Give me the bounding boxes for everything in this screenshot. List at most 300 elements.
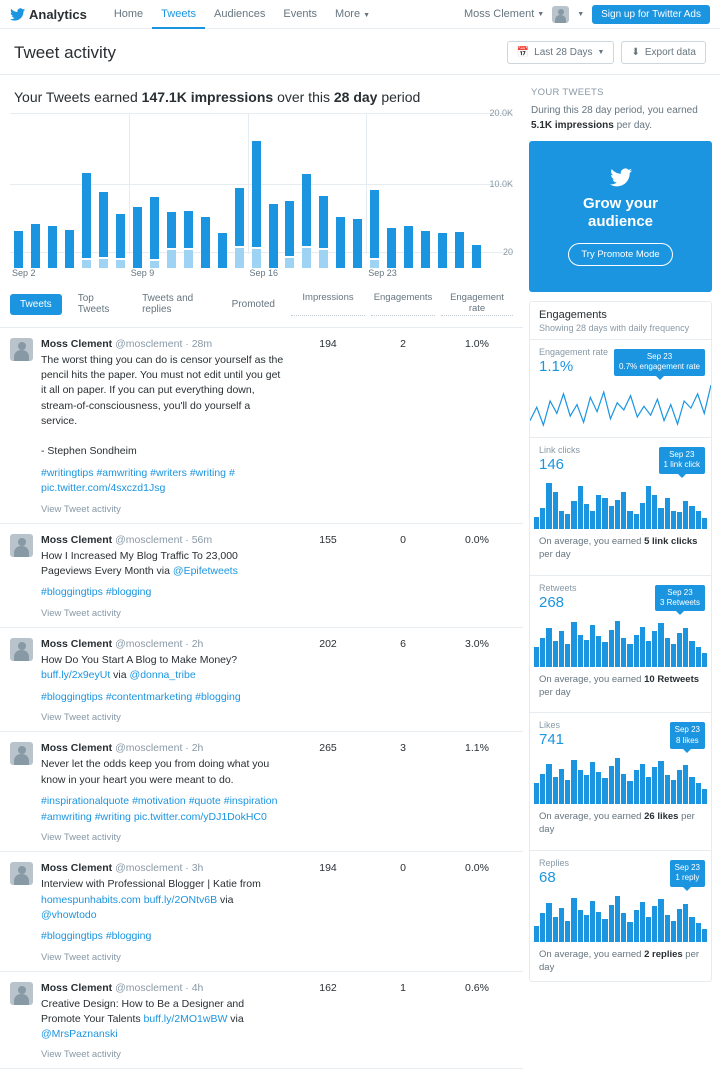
- tweet-row[interactable]: [0, 524, 523, 628]
- metric-footer-value: 2 replies: [644, 948, 683, 960]
- tweet-row[interactable]: [0, 328, 523, 524]
- tweet-metrics: [291, 742, 513, 843]
- sparkline-bar: [702, 929, 707, 942]
- try-promote-mode-button[interactable]: Try Promote Mode: [568, 243, 672, 266]
- chart-bar-organic: [133, 207, 142, 268]
- sparkline-bar: [652, 495, 657, 529]
- metrics-column-headers: [291, 292, 513, 316]
- chart-bar-group[interactable]: [434, 113, 451, 268]
- sparkline-bar: [571, 501, 576, 529]
- sparkline-bar: [627, 781, 632, 804]
- tweet-row[interactable]: [0, 732, 523, 852]
- brand-label: Analytics: [29, 6, 87, 22]
- account-menu[interactable]: [464, 8, 544, 20]
- chart-bar-organic: [370, 190, 379, 258]
- sparkline-bar: [578, 770, 583, 804]
- sparkline-bar: [646, 917, 651, 942]
- signup-twitter-ads-button[interactable]: Sign up for Twitter Ads: [592, 5, 710, 24]
- sparkline-bar: [534, 647, 539, 666]
- metric-badge: [614, 349, 705, 376]
- tweet-hashtags[interactable]: #bloggingtips #contentmarketing #blogging: [41, 690, 241, 703]
- chart-y-tick: 20: [502, 247, 513, 258]
- chart-bar-organic: [336, 217, 345, 268]
- nav-item-home[interactable]: Home: [113, 7, 144, 20]
- summary-middle: over this: [277, 89, 330, 105]
- export-data-label: Export data: [644, 47, 696, 58]
- chart-bar-promoted: [167, 250, 176, 268]
- chart-bar-group[interactable]: [315, 113, 332, 268]
- chart-x-tick: Sep 2: [12, 268, 36, 278]
- sparkline-bar: [602, 919, 607, 942]
- rail-summary-post: per day.: [616, 119, 652, 131]
- sparkline-bars: [534, 890, 707, 942]
- tab-promoted[interactable]: Promoted: [231, 298, 275, 310]
- header-actions: [507, 41, 706, 64]
- metric-footer: On average, you earned 26 likes per day: [539, 811, 695, 836]
- sparkline-bar: [553, 492, 558, 529]
- chart-bar-group[interactable]: [129, 113, 146, 268]
- chart-bar-organic: [455, 232, 464, 268]
- main-column: [0, 75, 523, 1069]
- sparkline-bar: [646, 777, 651, 805]
- chart-bar-organic: [438, 233, 447, 268]
- sparkline-bar: [602, 778, 607, 804]
- metric-label: Retweets: [539, 582, 577, 593]
- tweet-link[interactable]: @donna_tribe: [129, 669, 196, 682]
- tweet-link[interactable]: buff.ly/2x9eyUt: [41, 669, 111, 682]
- metric-label: Engagement rate: [539, 347, 609, 357]
- sparkline-bar: [571, 760, 576, 804]
- chart-bar-promoted: [319, 250, 328, 268]
- sparkline-bar: [665, 498, 670, 529]
- sparkline-bar: [559, 769, 564, 805]
- chart-bar-group[interactable]: [400, 113, 417, 268]
- sparkline-bar: [689, 506, 694, 529]
- tweet-metrics: [291, 982, 513, 1061]
- chart-bar-organic: [31, 224, 40, 268]
- tweet-metrics: [291, 638, 513, 723]
- sparkline-bar: [702, 789, 707, 804]
- chart-bar-organic: [319, 196, 328, 249]
- tweet-author: Moss Clement: [41, 338, 113, 350]
- chart-bar-group[interactable]: [146, 113, 163, 268]
- tweet-link[interactable]: @MrsPaznanski: [41, 1028, 118, 1041]
- sparkline-bar: [671, 511, 676, 529]
- chart-bar-organic: [65, 230, 74, 268]
- tweet-impressions: 265: [319, 742, 337, 755]
- chart-bar-organic: [184, 211, 193, 248]
- sparkline-bar: [546, 903, 551, 942]
- chart-bar-group[interactable]: [451, 113, 468, 268]
- sparkline-bar: [602, 498, 607, 529]
- tweet-meta: [41, 742, 285, 754]
- sparkline-bar: [565, 644, 570, 666]
- tweet-link[interactable]: buff.ly/2MO1wBW: [143, 1012, 228, 1025]
- tweet-time: · 2h: [185, 742, 204, 755]
- chart-bar-group[interactable]: [112, 113, 129, 268]
- tweet-impressions: 155: [319, 534, 337, 547]
- metric-badge-date: Sep 23: [667, 587, 693, 597]
- sparkline-bar: [646, 486, 651, 529]
- chart-bar-organic: [82, 173, 91, 258]
- tweet-impressions: 202: [319, 638, 337, 651]
- tweet-text: How I Increased My Blog Traffic To 23,000 Pageviews Every Month via @Epifetweets: [41, 550, 238, 578]
- tweet-author: Moss Clement: [41, 742, 113, 755]
- sparkline-bar: [621, 774, 626, 805]
- chart-bar-group[interactable]: [248, 113, 265, 268]
- sparkline-bar: [689, 917, 694, 942]
- twitter-bird-icon: [610, 168, 632, 187]
- tweet-time: · 56m: [185, 534, 213, 547]
- tweet-impressions: 162: [319, 981, 337, 994]
- sparkline-bar: [590, 762, 595, 804]
- chart-week-divider: [248, 113, 249, 254]
- view-tweet-activity-link[interactable]: View Tweet activity: [41, 832, 121, 844]
- tweet-engagement-rate: 1.1%: [465, 742, 489, 755]
- sparkline-bar: [683, 628, 688, 666]
- metric-badge: [659, 447, 705, 474]
- chevron-down-icon: ▼: [537, 10, 545, 18]
- sparkline-bar: [696, 647, 701, 666]
- tweet-link[interactable]: homespunhabits.com: [41, 893, 141, 906]
- nav-item-events[interactable]: Events: [283, 7, 318, 20]
- tweet-engagements: 3: [400, 742, 406, 755]
- tweet-link[interactable]: @vhowtodo: [41, 908, 97, 921]
- sparkline-bar: [615, 500, 620, 529]
- sparkline-bar: [683, 904, 688, 942]
- sparkline-bar: [596, 495, 601, 529]
- tweet-engagement-rate: 0.6%: [465, 981, 489, 994]
- sparkline-bar: [615, 896, 620, 942]
- sparkline-bar: [671, 921, 676, 942]
- sparkline-bar: [658, 899, 663, 941]
- engagements-card-header: [530, 302, 711, 333]
- chart-bar-group[interactable]: [298, 113, 315, 268]
- metric-footer: On average, you earned 5 link clicks per day: [539, 536, 698, 561]
- chart-bar-group[interactable]: [468, 113, 485, 268]
- sparkline-bar: [596, 912, 601, 942]
- sparkline-bar: [540, 508, 545, 529]
- chart-bar-organic: [48, 226, 57, 268]
- promote-mode-card[interactable]: [529, 141, 712, 292]
- sparkline-bar: [578, 486, 583, 529]
- sparkline-bar: [702, 653, 707, 667]
- tweet-engagement-rate: 3.0%: [465, 638, 489, 651]
- view-tweet-activity-link[interactable]: View Tweet activity: [41, 1049, 121, 1061]
- sparkline-bar: [609, 630, 614, 667]
- tweet-engagements: 0: [400, 534, 406, 547]
- tab-tweets[interactable]: Tweets: [10, 294, 62, 315]
- view-tweet-activity-link[interactable]: View Tweet activity: [41, 504, 121, 516]
- tweet-metrics: [291, 338, 513, 515]
- sparkline-bar: [559, 511, 564, 529]
- view-tweet-activity-link[interactable]: View Tweet activity: [41, 951, 121, 963]
- metric-label: Link clicks: [539, 445, 581, 455]
- chart-x-tick: Sep 16: [249, 268, 279, 278]
- tweet-hashtags[interactable]: #writingtips #amwriting #writers #writing # pic.twitter.com/4sxczd1Jsg: [41, 466, 235, 495]
- sparkline-bar: [596, 636, 601, 667]
- sparkline-bar: [609, 506, 614, 529]
- tweet-handle: @mosclement: [115, 742, 183, 755]
- tweet-author: Moss Clement: [41, 638, 113, 651]
- tweet-body: [41, 534, 291, 619]
- tweet-body: [41, 338, 291, 515]
- chart-x-tick: Sep 23: [368, 268, 397, 278]
- sparkline-bar: [621, 492, 626, 529]
- tweet-time: · 4h: [185, 981, 204, 994]
- chart-bar-group[interactable]: [383, 113, 400, 268]
- chevron-down-icon: ▼: [363, 11, 371, 19]
- metric-value: 1.1%: [539, 358, 574, 375]
- tweet-link[interactable]: @Epifetweets: [172, 565, 238, 578]
- chart-bar-organic: [235, 188, 244, 246]
- chart-bar-promoted: [150, 261, 159, 268]
- account-name: Moss Clement: [463, 8, 535, 20]
- metric-label: Likes: [539, 720, 561, 731]
- sparkline-bar: [571, 898, 576, 942]
- chart-bar-organic: [150, 197, 159, 259]
- chart-bar-group[interactable]: [231, 113, 248, 268]
- twitter-bird-icon: [10, 8, 25, 21]
- chart-bar-group[interactable]: [214, 113, 231, 268]
- sparkline-bar: [658, 508, 663, 529]
- metric-badge: [655, 585, 705, 612]
- sparkline-bar: [596, 772, 601, 804]
- sparkline-bar: [640, 627, 645, 667]
- chart-x-tick: Sep 9: [130, 268, 155, 278]
- sparkline-bar: [578, 635, 583, 667]
- sparkline-bar: [615, 621, 620, 667]
- sparkline-bar: [634, 514, 639, 529]
- sparkline-bar: [677, 512, 682, 529]
- column-header-engagements[interactable]: Engagements: [371, 292, 435, 316]
- sparkline-bar: [627, 511, 632, 529]
- chart-bar-group[interactable]: [78, 113, 95, 268]
- sparkline-bar: [584, 775, 589, 804]
- tweet-text: Interview with Professional Blogger | Katie from homespunhabits.com buff.ly/2ONtv6B via @vhowtodo: [41, 878, 261, 921]
- chart-bar-organic: [218, 233, 227, 268]
- tweet-text: How Do You Start A Blog to Make Money? buff.ly/2x9eyUt via @donna_tribe: [41, 654, 238, 682]
- metric-footer-value: 26 likes: [644, 811, 679, 823]
- chart-bar-group[interactable]: [332, 113, 349, 268]
- sparkline-bar: [565, 780, 570, 805]
- metric-card: [530, 437, 711, 569]
- metric-card: [530, 575, 711, 707]
- metric-footer-value: 10 Retweets: [644, 673, 700, 685]
- tweet-hashtags[interactable]: #inspirationalquote #motivation #quote #inspiration #amwriting #writing pic.twitter.com/yDJ1DokHC0: [41, 794, 278, 823]
- column-header-engagement-rate[interactable]: Engagement rate: [441, 292, 513, 316]
- chart-bar-organic: [353, 219, 362, 268]
- sparkline-bar: [652, 631, 657, 666]
- sparkline-bar: [696, 783, 701, 804]
- tweet-list: [0, 328, 523, 1069]
- tweet-author: Moss Clement: [41, 534, 113, 547]
- tweet-hashtags[interactable]: #bloggingtips #blogging: [41, 586, 152, 599]
- metric-badge-text: 3 Retweets: [659, 597, 700, 607]
- chart-bar-organic: [269, 204, 278, 268]
- chart-bar-organic: [387, 228, 396, 268]
- metric-label: Replies: [539, 857, 570, 868]
- metric-badge-text: 0.7% engagement rate: [619, 362, 700, 372]
- tweet-row[interactable]: [0, 852, 523, 971]
- view-tweet-activity-link[interactable]: View Tweet activity: [41, 712, 121, 724]
- column-header-impressions[interactable]: Impressions: [291, 292, 365, 316]
- sparkline-bar: [689, 641, 694, 667]
- chart-bar-promoted: [116, 260, 125, 268]
- chart-bar-group[interactable]: [95, 113, 112, 268]
- chart-bar-group[interactable]: [282, 113, 299, 268]
- tweet-link[interactable]: buff.ly/2ONtv6B: [143, 893, 218, 906]
- sparkline-bar: [565, 514, 570, 529]
- sparkline-bar: [671, 644, 676, 667]
- summary-period: 28 day: [333, 89, 378, 105]
- chart-bar-group[interactable]: [349, 113, 366, 268]
- sparkline-bar: [590, 511, 595, 529]
- chevron-down-icon: ▼: [597, 49, 605, 56]
- sparkline-bar: [584, 504, 589, 529]
- tweet-metrics: [291, 534, 513, 619]
- chart-bar-group[interactable]: [417, 113, 434, 268]
- avatar[interactable]: [552, 6, 569, 23]
- sparkline-bar: [565, 921, 570, 942]
- sparkline-line: [530, 379, 711, 431]
- brand-logo[interactable]: [10, 7, 87, 22]
- avatar: [10, 862, 33, 885]
- sparkline-bar: [627, 644, 632, 666]
- nav-item-tweets[interactable]: Tweets: [152, 0, 205, 29]
- metric-badge: [670, 860, 705, 887]
- tweet-hashtags[interactable]: #bloggingtips #blogging: [41, 930, 152, 942]
- tweet-body: [41, 638, 291, 723]
- chart-bar-group[interactable]: [366, 113, 383, 268]
- metric-card: [530, 850, 711, 982]
- sparkline-bar: [559, 908, 564, 942]
- sparkline-bar: [627, 922, 632, 942]
- sparkline-bar: [677, 770, 682, 804]
- view-tweet-activity-link[interactable]: View Tweet activity: [41, 608, 121, 620]
- tweet-engagements: 1: [400, 981, 406, 994]
- sparkline-bar: [534, 926, 539, 942]
- sparkline-bar: [584, 640, 589, 667]
- metric-value: 268: [539, 593, 565, 611]
- sparkline-bar: [590, 625, 595, 667]
- sparkline-bar: [559, 631, 564, 666]
- chart-bar-promoted: [82, 260, 91, 268]
- sparkline-bar: [615, 758, 620, 804]
- chart-bar-organic: [404, 226, 413, 268]
- tweet-engagements: 2: [400, 338, 406, 350]
- sparkline-bar: [696, 923, 701, 941]
- promo-title-line1: Grow your: [582, 194, 658, 212]
- summary-line: [0, 75, 523, 111]
- tweet-meta: [41, 338, 285, 350]
- tab-tweets-and-replies[interactable]: Tweets and replies: [142, 293, 194, 315]
- metric-footer-value: 5 link clicks: [644, 536, 698, 547]
- tweet-impressions: 194: [319, 338, 337, 350]
- tab-top-tweets[interactable]: Top Tweets: [77, 293, 110, 315]
- nav-item-audiences[interactable]: Audiences: [214, 7, 266, 20]
- chart-bar-group[interactable]: [27, 113, 44, 268]
- sparkline-bar: [578, 910, 583, 942]
- export-data-button[interactable]: [621, 41, 706, 64]
- sparkline-bar: [671, 780, 676, 805]
- metric-value: 741: [539, 731, 565, 749]
- sparkline-bar: [621, 638, 626, 667]
- tweet-author: Moss Clement: [41, 862, 113, 875]
- sparkline-bar: [540, 638, 545, 667]
- chart-bar-group[interactable]: [197, 113, 214, 268]
- right-rail: [523, 75, 720, 1069]
- chart-bar-group[interactable]: [180, 113, 197, 268]
- chart-bar-promoted: [184, 250, 193, 268]
- chart-bar-organic: [116, 214, 125, 258]
- nav-item-more[interactable]: More ▼: [335, 7, 371, 20]
- tweet-body: [41, 982, 291, 1061]
- sparkline-bar: [634, 910, 639, 942]
- sparkline-bar: [553, 777, 558, 805]
- sparkline-bar: [634, 635, 639, 667]
- tweet-row[interactable]: [0, 972, 523, 1069]
- sparkline-bar: [540, 774, 545, 805]
- tweet-handle: @mosclement: [115, 534, 183, 547]
- rail-summary-pre: During this 28 day period, you earned: [531, 105, 698, 116]
- tweet-engagements: 6: [400, 638, 406, 651]
- chart-bar-group[interactable]: [61, 113, 78, 268]
- metric-value: 68: [539, 868, 556, 886]
- sparkline-bar: [534, 517, 539, 529]
- impressions-chart-xaxis: [10, 268, 513, 282]
- chart-bar-organic: [421, 231, 430, 268]
- chart-bar-group[interactable]: [265, 113, 282, 268]
- tweet-text: Never let the odds keep you from doing what you know in your heart you were meant to do.: [41, 758, 270, 786]
- tweet-filter-tabs: [0, 282, 523, 328]
- sparkline-bar: [571, 622, 576, 667]
- sparkline-bar: [677, 909, 682, 942]
- tweet-handle: @mosclement: [115, 638, 183, 651]
- sparkline-bar: [658, 761, 663, 804]
- avatar: [10, 534, 33, 557]
- chart-bar-promoted: [99, 259, 108, 268]
- metric-badge: [670, 722, 705, 749]
- metric-badge-date: Sep 23: [674, 862, 700, 872]
- tweet-time: · 28m: [185, 338, 213, 350]
- chart-bar-promoted: [285, 258, 294, 268]
- engagements-subtitle: Showing 28 days with daily frequency: [539, 323, 690, 333]
- nav-links: [105, 0, 379, 29]
- chevron-down-icon[interactable]: ▼: [577, 10, 585, 18]
- date-range-picker[interactable]: [507, 41, 615, 64]
- chart-week-divider: [129, 113, 130, 254]
- chart-bar-promoted: [235, 248, 244, 268]
- tweet-engagement-rate: 0.0%: [465, 862, 489, 875]
- chart-bar-group[interactable]: [163, 113, 180, 268]
- chart-bar-group[interactable]: [44, 113, 61, 268]
- sparkline-bar: [546, 628, 551, 666]
- tweet-meta: [41, 982, 285, 994]
- sparkline-bar: [634, 770, 639, 804]
- tweet-row[interactable]: [0, 628, 523, 732]
- sparkline-bar: [609, 905, 614, 942]
- sparkline-bar: [602, 642, 607, 666]
- chart-bar-organic: [99, 192, 108, 257]
- avatar: [10, 638, 33, 661]
- sparkline-bar: [696, 511, 701, 529]
- chart-bar-group[interactable]: [10, 113, 27, 268]
- chart-bar-organic: [302, 174, 311, 246]
- rail-summary-bold: 5.1K impressions: [531, 119, 614, 131]
- sparkline-bar: [652, 767, 657, 804]
- sparkline-bar: [640, 902, 645, 942]
